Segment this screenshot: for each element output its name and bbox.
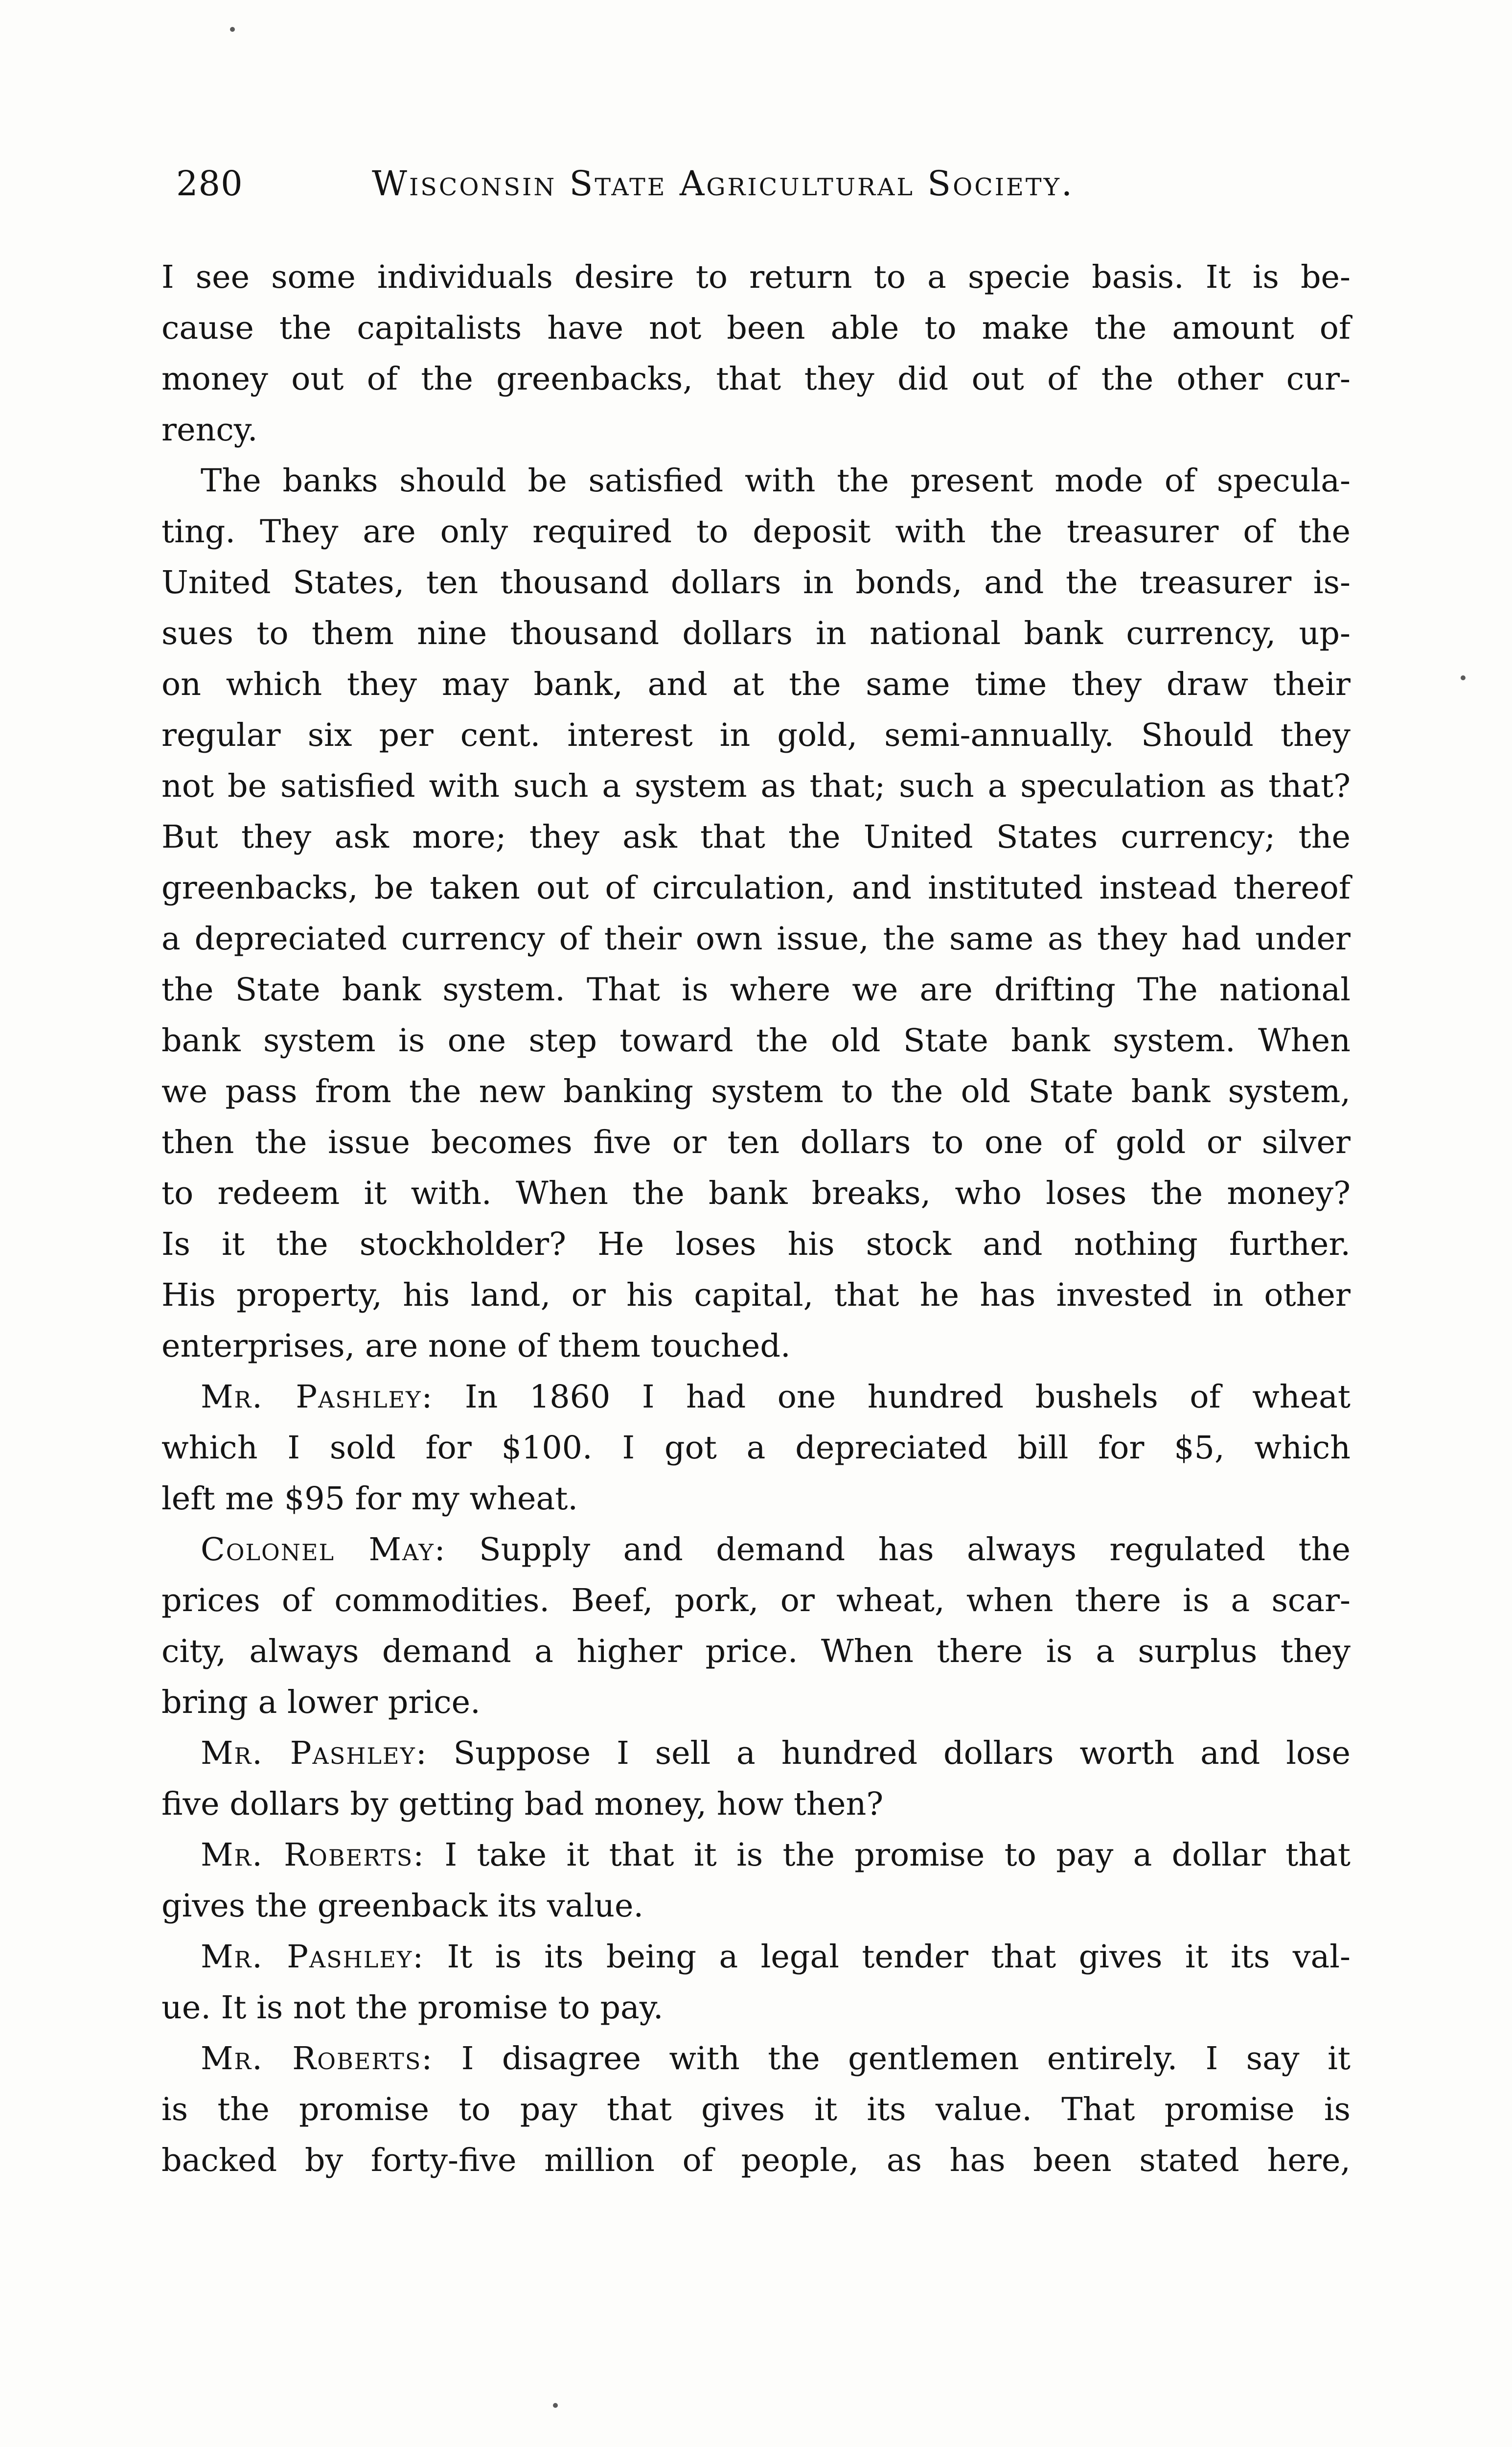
running-title: Wisconsin State Agricultural Society. [372,163,1075,204]
text-line: Is it the stockholder? He loses his stock and nothing further. [161,1226,1351,1263]
text-line: prices of commodities. Beef, pork, or wheat, when there is a scar- [161,1582,1351,1619]
speech-text: Supply and demand has always regulated the [479,1531,1351,1568]
text-line: gives the greenback its value. [161,1888,644,1924]
speaker-name: Mr. Pashley: [201,1379,434,1415]
text-line: then the issue becomes five or ten dollars to one of gold or silver [161,1124,1351,1161]
text-line: But they ask more; they ask that the United States currency; the [161,819,1351,855]
text-line: I see some individuals desire to return to a specie basis. It is be- [161,259,1351,296]
text-line: cause the capitalists have not been able to make the amount of [161,310,1351,346]
text-line: ting. They are only required to deposit with the treasurer of the [161,513,1351,550]
speaker-line [161,1372,1351,1423]
text-line: bring a lower price. [161,1684,481,1721]
print-speck [553,2403,558,2408]
body-text [161,252,1351,2259]
speaker-line [161,1830,1351,1881]
text-line: five dollars by getting bad money, how then? [161,1786,884,1823]
text-line: bank system is one step toward the old State bank system. When [161,1022,1351,1059]
text-line: His property, his land, or his capital, that he has invested in other [161,1277,1351,1314]
speech-text: I disagree with the gentlemen entirely. I say it [461,2040,1351,2077]
text-line: rency. [161,412,258,448]
speaker-line [161,1932,1351,1983]
text-line: the State bank system. That is where we are drifting The national [161,971,1351,1008]
speaker-name: Mr. Roberts: [201,1837,425,1873]
text-line: backed by forty-five million of people, as has been stated here, [161,2142,1351,2179]
print-speck [1461,675,1466,680]
speaker-name: Mr. Roberts: [201,2040,434,2077]
speaker-name: Mr. Pashley: [201,1735,428,1772]
text-line: which I sold for $100. I got a depreciated bill for $5, which [161,1430,1351,1466]
speech-text: I take it that it is the promise to pay a dollar that [444,1837,1351,1873]
page-header [176,162,1351,215]
text-line: left me $95 for my wheat. [161,1480,578,1517]
text-line: regular six per cent. interest in gold, semi-annually. Should they [161,717,1351,754]
text-line: a depreciated currency of their own issue, the same as they had under [161,921,1351,957]
speech-text: Suppose I sell a hundred dollars worth and lose [453,1735,1351,1772]
speaker-line [161,1728,1351,1779]
speaker-name: Colonel May: [201,1531,446,1568]
text-line: enterprises, are none of them touched. [161,1328,791,1364]
page-number: 280 [176,163,243,204]
speech-text: It is its being a legal tender that gives it its val- [447,1939,1351,1975]
text-line: on which they may bank, and at the same time they draw their [161,666,1351,703]
text-line: sues to them nine thousand dollars in national bank currency, up- [161,615,1351,652]
speaker-line [161,2033,1351,2084]
print-speck [230,27,235,32]
speech-text: In 1860 I had one hundred bushels of wheat [464,1379,1351,1415]
text-line: city, always demand a higher price. When there is a surplus they [161,1633,1351,1670]
text-line: we pass from the new banking system to the old State bank system, [161,1073,1351,1110]
text-line: to redeem it with. When the bank breaks, who loses the money? [161,1175,1351,1212]
text-line: United States, ten thousand dollars in bonds, and the treasurer is- [161,564,1351,601]
text-line: money out of the greenbacks, that they did out of the other cur- [161,361,1351,397]
text-line: is the promise to pay that gives it its value. That promise is [161,2091,1351,2128]
speaker-line [161,1524,1351,1575]
text-line: The banks should be satisfied with the present mode of specula- [201,462,1351,499]
text-line: greenbacks, be taken out of circulation, and instituted instead thereof [161,870,1351,906]
text-line: ue. It is not the promise to pay. [161,1989,664,2026]
text-line: not be satisfied with such a system as that; such a speculation as that? [161,768,1351,805]
speaker-name: Mr. Pashley: [201,1939,425,1975]
